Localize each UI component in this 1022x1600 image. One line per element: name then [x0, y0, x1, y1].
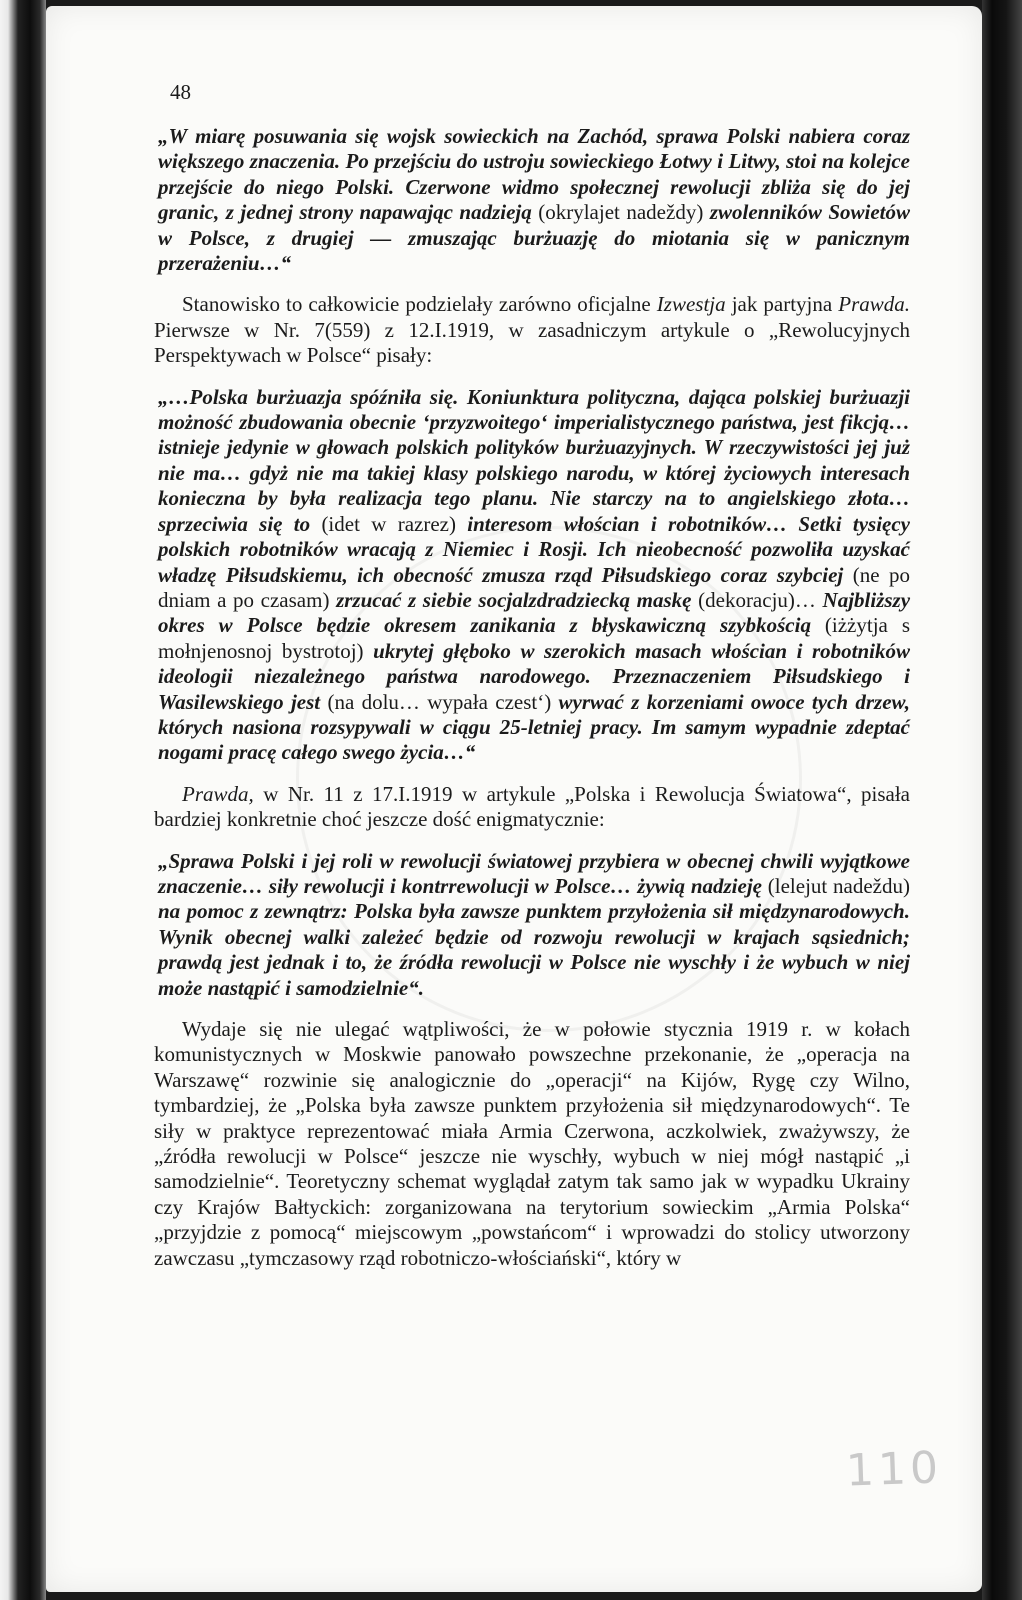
document-page — [46, 6, 982, 1592]
body-paragraph-1 — [154, 292, 910, 368]
quote-text: „…Polska burżuazja spóźniła się. Koniunktura polityczna, dająca polskiej burżuazji możność zbudowania obecnie ‘przyzwoitego‘ imperialistycznego państwa, jest fikcją… istnieje jedynie w głowach polskich polityków burżuazyjnych. W rzeczywistości jej już nie ma… gdyż nie ma takiej klasy polskiego narodu, w której życiowych interesach konieczna by była realizacja tego planu. Nie starczy na to angielskiego złota… sprzeciwia się to — [158, 384, 910, 536]
page-right-edge — [982, 0, 1022, 1600]
russian-gloss: (dekoracju)… — [698, 587, 816, 612]
quote-paragraph-2 — [158, 385, 910, 766]
body-text: jak partyjna — [731, 292, 833, 317]
russian-gloss: (ne po dniam a po czasam) — [158, 562, 911, 612]
russian-gloss: (lelejut nadeždu) — [767, 873, 910, 898]
newspaper-title: Izwestja — [656, 292, 726, 317]
body-paragraph-2 — [154, 782, 910, 833]
russian-gloss: (idet w razrez) — [321, 511, 456, 536]
handwritten-page-number: 110 — [845, 1442, 943, 1497]
quote-text: „Sprawa Polski i jej roli w rewolucji światowej przybiera w obecnej chwili wyjątkowe znaczenie… siły rewolucji i kontrrewolucji w Polsce… żywią nadzieję — [158, 848, 910, 898]
quote-text: „W miarę posuwania się wojsk sowieckich na Zachód, sprawa Polski nabiera coraz większego znaczenia. Po przejściu do ustroju sowieckiego Łotwy i Litwy, stoi na kolejce przejście do niego Polski. Czerwone widmo społecznej rewolucji zbliża się do jej granic, z jednej strony napawając nadzieją — [158, 124, 910, 225]
newspaper-title: Prawda. — [838, 292, 911, 317]
page-content — [154, 124, 910, 1287]
body-text: Pierwsze w Nr. 7(559) z 12.I.1919, w zasadniczym artykule o „Rewolucyjnych Perspektywach w Polsce“ pisały: — [154, 317, 910, 368]
quote-paragraph-3 — [158, 849, 910, 1001]
quote-text: zrzucać z siebie socjalzdradziecką maskę — [336, 587, 692, 612]
body-text: Stanowisko to całkowicie podzielały zarówno oficjalne — [182, 292, 651, 317]
quote-text: zwolenników Sowietów w Polsce, z drugiej — zmuszając burżuazję do miotania się w panicznym przerażeniu…“ — [158, 200, 911, 276]
russian-gloss: (na dolu… wypała czest‘) — [327, 689, 552, 714]
book-spine-edge — [0, 0, 46, 1600]
russian-gloss: (okrylajet nadeždy) — [538, 200, 704, 225]
quote-text: Najbliższy okres w Polsce będzie okresem zanikania z błyskawiczną szybkością — [158, 587, 911, 638]
quote-paragraph-1 — [158, 124, 910, 276]
quote-text: na pomoc z zewnątrz: Polska była zawsze punktem przyłożenia sił międzynarodowych. Wynik obecnej walki zależeć będzie od rozwoju rewolucji w krajach sąsiednich; prawdą jest jednak i to, że źródła rewolucji w Polsce nie wyschły i że wybuch w niej może nastąpić i samodzielnie“. — [158, 899, 910, 1000]
russian-gloss: (iżżytja s mołnjenosnoj bystrotoj) — [158, 613, 910, 663]
body-text: w Nr. 11 z 17.I.1919 w artykule „Polska i Rewolucja Światowa“, pisała bardziej konkretnie choć jeszcze dość enigmatycznie: — [154, 781, 911, 832]
newspaper-title: Prawda, — [182, 781, 254, 806]
quote-text: wyrwać z korzeniami owoce tych drzew, których nasiona rozsypywali w ciągu 25-letniej pracy. Im samym wypadnie zdeptać nogami pracę całego swego życia…“ — [158, 689, 911, 765]
quote-text: ukrytej głęboko w szerokich masach włościan i robotników ideologii niezależnego państwa narodowego. Przeznaczeniem Piłsudskiego i Wasilewskiego jest — [158, 638, 910, 714]
body-paragraph-3: Wydaje się nie ulegać wątpliwości, że w połowie stycznia 1919 r. w kołach komunistycznych w Moskwie panowało powszechne przekonanie, że „operacja na Warszawę“ rozwinie się analogicznie do „operacji“ na Kijów, Rygę czy Wilno, tymbardziej, że „Polska była zawsze punktem przyłożenia sił międzynarodowych“. Te siły w praktyce reprezentować miała Armia Czerwona, aczkolwiek, zważywszy, że „źródła rewolucji w Polsce“ jeszcze nie wyschły, wybuch w niej mógł nastąpić „i samodzielnie“. Teoretyczny schemat wyglądał zatym tak samo jak w wypadku Ukrainy czy Krajów Bałtyckich: zorganizowana na terytorium sowieckim „Armia Polska“ „przyjdzie z pomocą“ miejscowym „powstańcom“ i wprowadzi do stolicy utworzony zawczasu „tymczasowy rząd robotniczo-włościański“, który w — [154, 1017, 910, 1270]
quote-text: interesom włościan i robotników… Setki tysięcy polskich robotników wracają z Niemiec i Rosji. Ich nieobecność pozwoliła uzyskać władzę Piłsudskiemu, ich obecność zmusza rząd Piłsudskiego coraz szybciej — [158, 511, 910, 587]
page-number: 48 — [170, 80, 191, 104]
